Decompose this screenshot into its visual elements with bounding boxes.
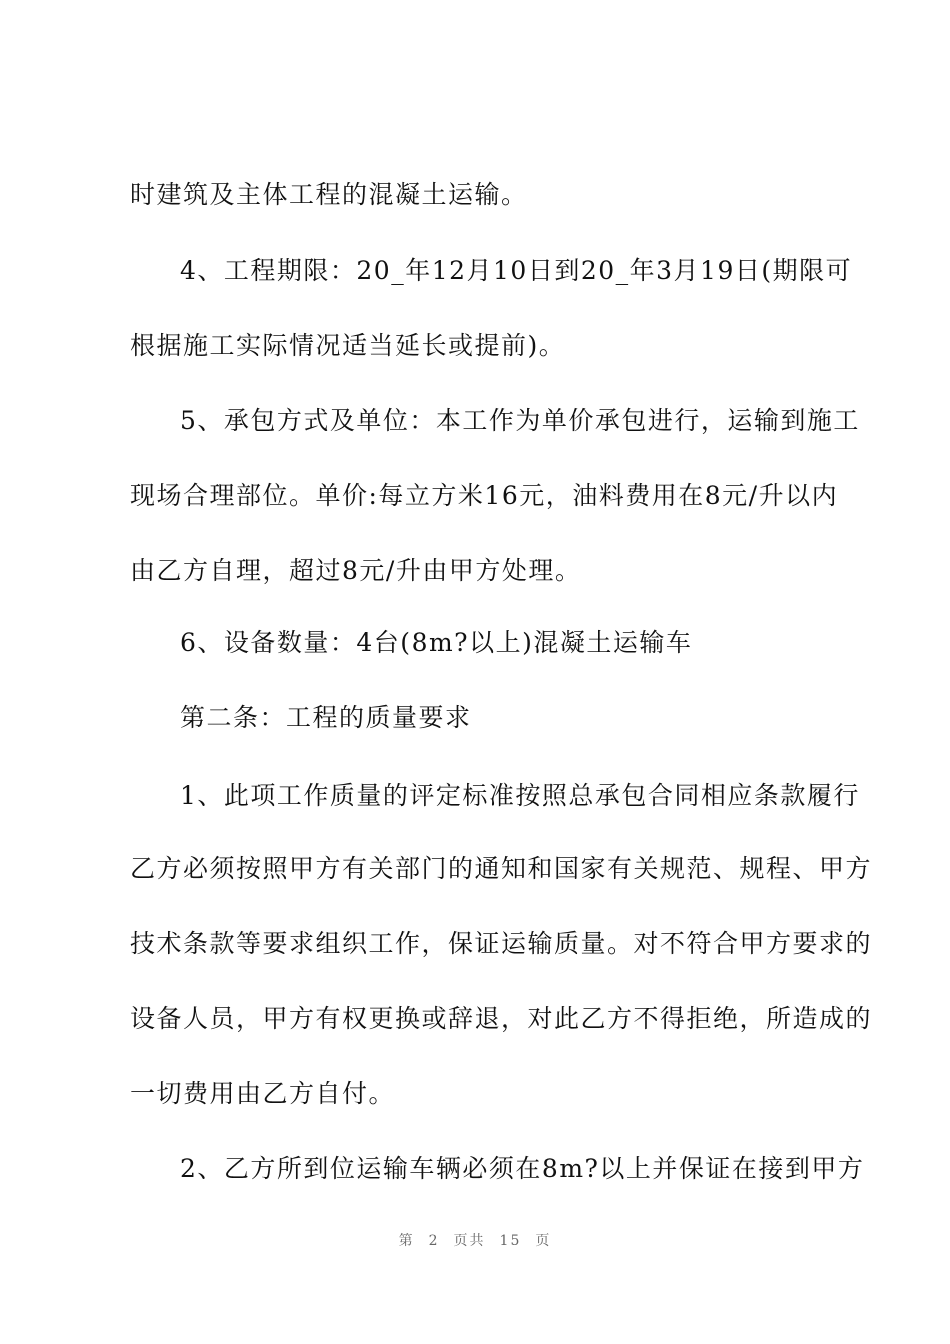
footer-current-page: 2 [428, 1233, 440, 1249]
footer-prefix: 第 [398, 1233, 415, 1249]
text-line: 设备人员，甲方有权更换或辞退，对此乙方不得拒绝，所造成的 [130, 1004, 873, 1033]
text-line: 5、承包方式及单位：本工作为单价承包进行，运输到施工 [180, 406, 860, 435]
text-line: 2、乙方所到位运输车辆必须在8m?以上并保证在接到甲方 [180, 1154, 865, 1183]
text-line: 由乙方自理，超过8元/升由甲方处理。 [130, 556, 582, 585]
text-line: 4、工程期限：20_年12月10日到20_年3月19日(期限可 [180, 256, 853, 285]
page-footer [0, 1230, 950, 1250]
section-heading: 第二条：工程的质量要求 [180, 703, 472, 732]
text-line: 根据施工实际情况适当延长或提前)。 [130, 331, 566, 360]
text-line: 一切费用由乙方自付。 [130, 1079, 396, 1108]
text-line: 技术条款等要求组织工作，保证运输质量。对不符合甲方要求的 [130, 929, 873, 958]
footer-suffix: 页 [535, 1233, 552, 1249]
text-line: 6、设备数量：4台(8m?以上)混凝土运输车 [180, 628, 693, 657]
text-line: 现场合理部位。单价:每立方米16元，油料费用在8元/升以内 [130, 481, 839, 510]
text-line: 乙方必须按照甲方有关部门的通知和国家有关规范、规程、甲方 [130, 854, 873, 883]
footer-total-pages: 15 [499, 1233, 522, 1249]
text-line: 1、此项工作质量的评定标准按照总承包合同相应条款履行 [180, 781, 860, 810]
text-line: 时建筑及主体工程的混凝土运输。 [130, 180, 528, 209]
footer-middle: 页共 [453, 1233, 486, 1249]
